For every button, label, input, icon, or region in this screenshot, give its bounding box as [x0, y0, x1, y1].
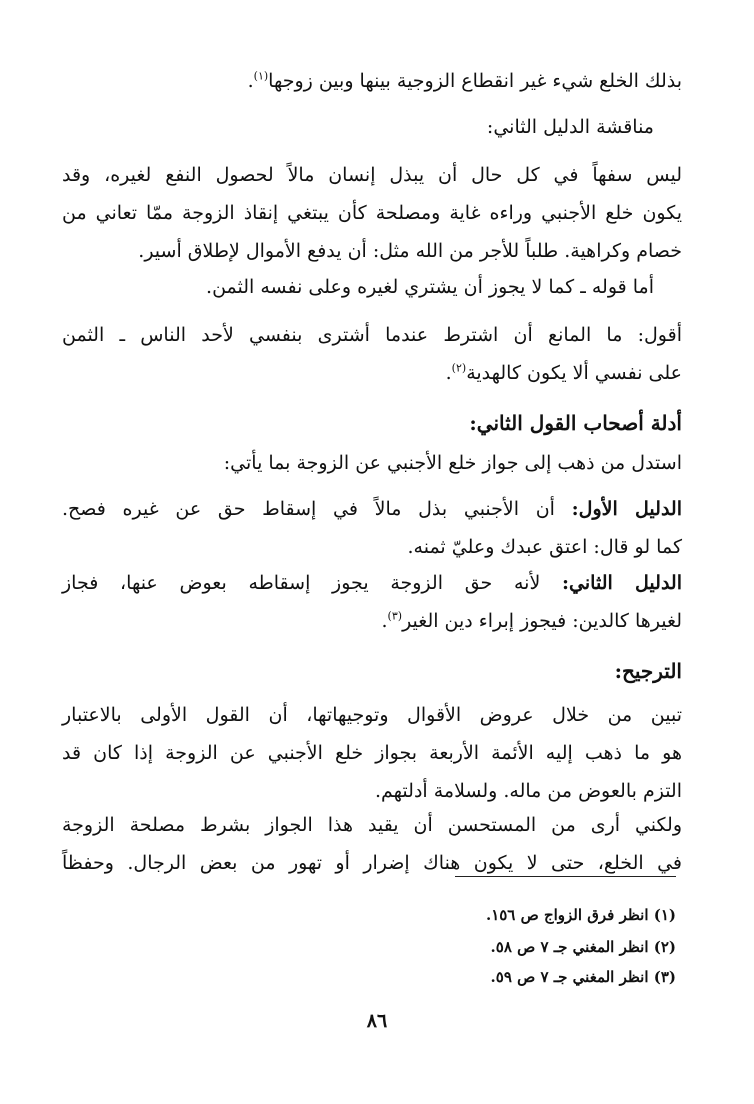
- footnote-2: (٢) انظر المغني جـ ٧ ص ٥٨.: [490, 938, 676, 956]
- footnote-ref: (١): [253, 69, 269, 83]
- paragraph-evidence: [62, 444, 682, 482]
- footnote-1: (١) انظر فرق الزواج ص ١٥٦.: [485, 906, 676, 924]
- heading-text: أدلة أصحاب القول الثاني:: [469, 411, 682, 435]
- text-line: أقول: ما المانع أن اشترط عندما أشترى بنفسي لأحد الناس ـ الثمن: [62, 324, 682, 346]
- text-line: ليس سفهاً في كل حال أن يبذل إنسان مالاً لحصول النفع لغيره، وقد: [62, 164, 682, 186]
- line-text: .: [247, 70, 254, 92]
- paragraph-second-evidence: [62, 564, 682, 640]
- text-line: التزم بالعوض من ماله. ولسلامة أدلتهم.: [374, 780, 682, 802]
- paragraph-preference: [62, 696, 682, 810]
- text-line: في الخلع، حتى لا يكون هناك إضرار أو تهور من بعض الرجال. وحفظاً: [62, 852, 682, 874]
- line-text: .: [445, 362, 452, 384]
- line-text: أن الأجنبي بذل مالاً في إسقاط حق عن غيره فصح.: [62, 498, 572, 520]
- text-line: يكون خلع الأجنبي وراءه غاية ومصلحة كأن يبتغي إنقاذ الزوجة ممّا تعاني من: [62, 202, 682, 224]
- text-line: [62, 490, 682, 528]
- text-line: أما قوله ـ كما لا يجوز أن يشتري لغيره وعلى نفسه الثمن.: [206, 276, 654, 298]
- text-line: [62, 602, 682, 640]
- text-line: [62, 62, 682, 100]
- paragraph-first-evidence: [62, 490, 682, 566]
- paragraph-opinion: [62, 806, 682, 882]
- paragraph-continuation: [62, 62, 682, 100]
- subheading-discussion: [62, 108, 654, 146]
- section-heading-second-opinion: [62, 404, 682, 442]
- heading-text: الترجيح:: [614, 659, 682, 683]
- text-line: [62, 564, 682, 602]
- footnote-divider: [455, 876, 676, 877]
- line-text: .: [381, 610, 388, 632]
- text-line: مناقشة الدليل الثاني:: [486, 116, 654, 138]
- text-line: ولكني أرى من المستحسن أن يقيد هذا الجواز بشرط مصلحة الزوجة: [62, 814, 682, 836]
- paragraph-response: [62, 316, 682, 392]
- section-heading-preference: [62, 652, 682, 690]
- text-line: كما لو قال: اعتق عبدك وعليّ ثمنه.: [407, 536, 682, 558]
- line-text: بذلك الخلع شيء غير انقطاع الزوجية بينها وبين زوجها: [268, 70, 682, 92]
- evidence-label: الدليل الثاني:: [562, 572, 683, 594]
- footnote-ref: (٣): [387, 609, 403, 623]
- text-line: استدل من ذهب إلى جواز خلع الأجنبي عن الزوجة بما يأتي:: [223, 452, 682, 474]
- text-line: [62, 354, 682, 392]
- line-text: على نفسي ألا يكون كالهدية: [466, 362, 682, 384]
- line-text: لأنه حق الزوجة يجوز إسقاطه بعوض عنها، فجاز: [62, 572, 563, 594]
- text-line: هو ما ذهب إليه الأئمة الأربعة بجواز خلع الأجنبي عن الزوجة إذا كان قد: [62, 742, 682, 764]
- line-text: لغيرها كالدين: فيجوز إبراء دين الغير: [402, 610, 682, 632]
- text-line: تبين من خلال عروض الأقوال وتوجيهاتها، أن القول الأولى بالاعتبار: [62, 704, 682, 726]
- footnote-ref: (٢): [451, 361, 467, 375]
- footnote-3: (٣) انظر المغني جـ ٧ ص ٥٩.: [490, 968, 676, 986]
- page-number: ٨٦: [366, 1010, 388, 1032]
- text-line: خصام وكراهية. طلباً للأجر من الله مثل: أن يدفع الأموال لإطلاق أسير.: [138, 240, 682, 262]
- paragraph-objection: [62, 268, 654, 306]
- evidence-label: الدليل الأول:: [571, 498, 682, 520]
- paragraph-discussion: [62, 156, 682, 270]
